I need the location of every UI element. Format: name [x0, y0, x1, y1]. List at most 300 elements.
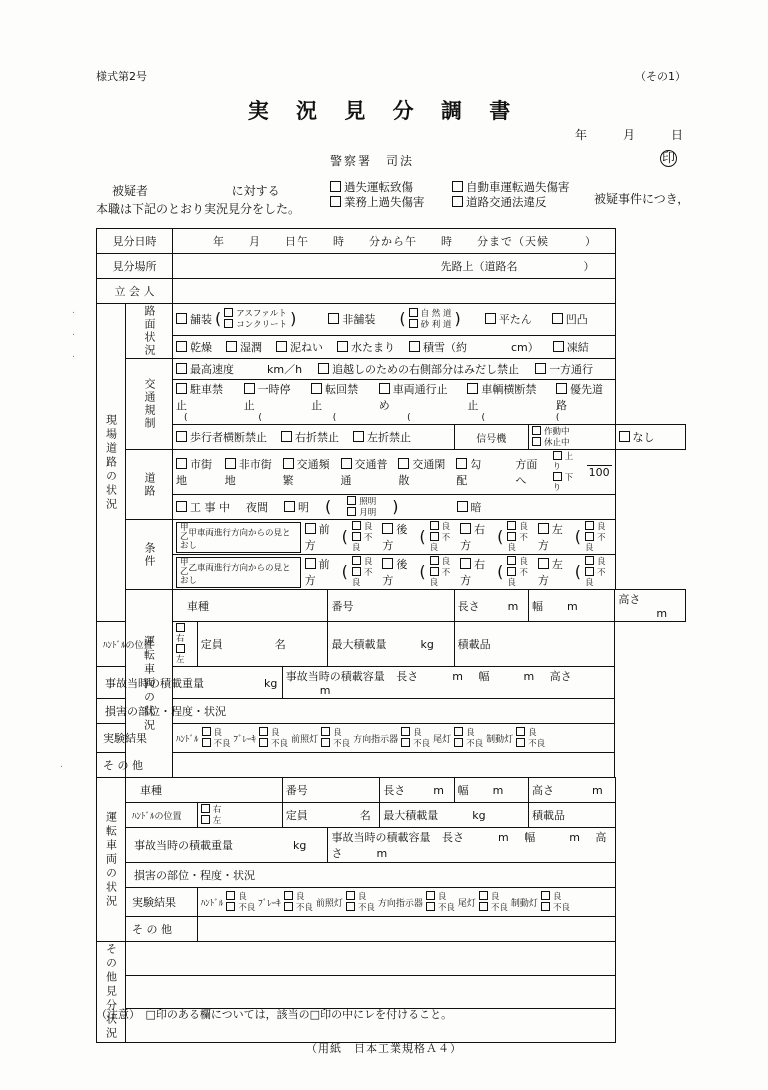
opt-concrete[interactable]: コンクリート [224, 320, 287, 330]
opt-no-vehicles[interactable]: 車両通行止め [378, 383, 448, 412]
against-label: に対する [231, 184, 280, 198]
checkbox-icon[interactable] [585, 532, 594, 541]
checkbox-icon[interactable] [532, 426, 541, 435]
charge-option-3[interactable] [330, 195, 425, 210]
vehicle1-other-value[interactable] [173, 753, 615, 778]
checkbox-icon[interactable] [619, 431, 630, 442]
vehicle1-cargo[interactable]: 積載品 [454, 622, 615, 667]
checkbox-icon[interactable] [398, 458, 409, 469]
opt-poor[interactable]: 不良 [507, 533, 528, 553]
checkbox-icon[interactable] [409, 319, 418, 328]
vehicle2-test-items[interactable]: ﾊﾝﾄﾞﾙ 良 不良 ﾌﾞﾚｰｷ 良 不良 前照灯 良 不良 方向指示器 良 不良 尾灯 良 不良 制動灯 良 不良 [197, 888, 615, 917]
dir-left-b[interactable]: 左方 [537, 558, 563, 587]
opt-poor[interactable]: 不良 [454, 739, 483, 749]
vehicle2-handle-opts[interactable] [197, 803, 282, 828]
checkbox-icon[interactable] [201, 815, 210, 824]
vehicle1-number[interactable]: 番号 [328, 590, 454, 622]
table-row [97, 254, 686, 279]
opt-handle-left[interactable]: 左 [176, 645, 188, 665]
vehicle2-other-label: そ の 他 [126, 917, 198, 942]
checkbox-icon[interactable] [585, 521, 594, 530]
vehicle1-length[interactable]: 長さ m [454, 590, 528, 622]
table-row [97, 450, 686, 495]
opt-good[interactable]: 良 [202, 728, 223, 738]
opt-good[interactable]: 良 [430, 522, 451, 532]
checkbox-icon[interactable] [409, 341, 420, 352]
opt-good[interactable]: 良 [352, 557, 373, 567]
checkbox-icon[interactable] [321, 727, 330, 736]
visibility-from-vehicle-a: 甲 乙甲車両進行方向からの見とおし [176, 522, 301, 553]
checkbox-icon[interactable] [305, 558, 316, 569]
checkbox-icon[interactable] [276, 341, 287, 352]
table-row [97, 229, 686, 254]
opt-priority-road[interactable]: 優先道路 [555, 383, 603, 412]
checkbox-icon[interactable] [457, 501, 468, 512]
checkbox-icon[interactable] [176, 313, 187, 324]
opt-handle-right[interactable]: 右 [176, 624, 188, 644]
table-row [97, 359, 686, 380]
main-form-table [96, 228, 686, 1043]
charge-col-2 [452, 180, 570, 210]
checkbox-icon[interactable] [430, 521, 439, 530]
opt-poor[interactable]: 不良 [516, 739, 545, 749]
traffic-row2[interactable]: 駐車禁止 一時停止 転回禁止 車両通行止め 車輌横断禁止 優先道路 ( ( ( ( ( ( [173, 380, 616, 425]
opt-poor[interactable]: 不良 [429, 568, 451, 588]
checkbox-icon[interactable] [176, 431, 187, 442]
police-station-line: 警察署 司法 [330, 154, 415, 168]
label-night: 夜間 [246, 501, 268, 514]
conditions-row-2[interactable]: 甲 乙乙車両進行方向からの見とおし 前方 ( 良 不良 後方 ( 良 不良 右方 ( 良 不良 左方 ( 良 不良 [173, 555, 616, 590]
checkbox-icon[interactable] [430, 532, 439, 541]
grade-denominator: 100 [588, 466, 610, 479]
vehicle2-damage[interactable]: 損害の部位・程度・状況 [126, 863, 616, 888]
opt-wet[interactable]: 湿潤 [226, 339, 262, 355]
vehicle2-length[interactable]: 長さ m [380, 778, 454, 803]
checkbox-icon[interactable] [352, 556, 361, 565]
traffic-row1[interactable] [173, 359, 616, 380]
vehicle2-other-value[interactable] [197, 917, 615, 942]
checkbox-icon[interactable] [430, 556, 439, 565]
opt-poor[interactable]: 不良 [321, 739, 350, 749]
opt-poor[interactable]: 不良 [226, 903, 255, 913]
table-row [97, 753, 686, 778]
opt-good[interactable]: 良 [430, 557, 451, 567]
opt-good[interactable]: 良 [454, 728, 475, 738]
opt-handle-right[interactable]: 右 [201, 805, 222, 815]
checkbox-icon[interactable] [556, 383, 567, 394]
opt-muddy[interactable]: 泥ねい [276, 339, 323, 355]
opt-poor[interactable]: 不良 [202, 739, 231, 749]
opt-puddle[interactable]: 水たまり [337, 339, 395, 355]
opt-good[interactable]: 良 [321, 728, 342, 738]
checkbox-icon[interactable] [426, 891, 435, 900]
table-row [97, 828, 686, 863]
vehicle1-load-weight[interactable]: 事故当時の積載重量 kg [97, 667, 283, 699]
charge-option-1[interactable] [330, 180, 425, 195]
opt-poor[interactable]: 不良 [351, 568, 373, 588]
vehicle1-capacity[interactable]: 定員 名 [197, 622, 328, 667]
checkbox-icon[interactable] [321, 738, 330, 747]
opt-good[interactable]: 良 [259, 728, 280, 738]
charge-col-1 [330, 180, 425, 210]
opt-poor[interactable]: 不良 [346, 903, 375, 913]
dir-right-b[interactable]: 右方 [460, 558, 486, 587]
charge-label: 自動車運転過失傷害 [466, 180, 570, 194]
checkbox-icon[interactable] [244, 383, 255, 394]
witness-value[interactable] [173, 279, 616, 304]
checkbox-icon[interactable] [176, 341, 187, 352]
conditions-row-1[interactable]: 甲 乙甲車両進行方向からの見とおし 前方 ( 良 不良 後方 ( 良 不良 右方 ( 良 不良 左方 ( 良 不良 [173, 520, 616, 555]
opt-poor[interactable]: 不良 [541, 903, 570, 913]
vehicle1-handle-opts[interactable] [173, 622, 198, 667]
opt-no-crossing[interactable]: 車輌横断禁止 [467, 383, 537, 412]
scan-speckle-lower: . [60, 760, 63, 770]
checkbox-icon[interactable] [201, 804, 210, 813]
table-row [97, 888, 686, 917]
checkbox-icon[interactable] [284, 902, 293, 911]
checkbox-icon[interactable] [553, 341, 564, 352]
opt-handle-left[interactable]: 左 [201, 816, 222, 826]
checkbox-icon[interactable] [346, 902, 355, 911]
other-line-2[interactable] [126, 975, 616, 1009]
checkbox-icon[interactable] [460, 523, 471, 534]
checkbox-icon[interactable] [426, 902, 435, 911]
checkbox-icon[interactable] [456, 458, 467, 469]
opt-no-overtake[interactable]: 追越しのための右側部分はみだし禁止 [318, 361, 519, 377]
charge-label: 過失運転致傷 [344, 180, 413, 194]
checkbox-icon[interactable] [535, 363, 546, 374]
checkbox-icon[interactable] [382, 558, 393, 569]
vehicle2-cargo[interactable]: 積載品 [528, 803, 615, 828]
table-row [97, 555, 686, 590]
checkbox-icon[interactable] [454, 738, 463, 747]
traffic-row3[interactable] [173, 425, 455, 450]
surface-row2[interactable] [173, 335, 616, 358]
checkbox-icon[interactable] [259, 738, 268, 747]
checkbox-icon[interactable] [532, 437, 541, 446]
signal-none[interactable]: なし [615, 425, 685, 450]
opt-poor[interactable]: 不良 [284, 903, 313, 913]
checkbox-icon[interactable] [452, 181, 463, 192]
checkbox-icon[interactable] [226, 891, 235, 900]
vehicle1-test-items[interactable]: ﾊﾝﾄﾞﾙ 良 不良 ﾌﾞﾚｰｷ 良 不良 前照灯 良 不良 方向指示器 良 不良 尾灯 良 不良 制動灯 良 不良 [173, 724, 615, 753]
checkbox-icon[interactable] [553, 472, 562, 481]
vehicle2-height[interactable]: 高さ m [528, 778, 615, 803]
opt-dark[interactable]: 暗 [457, 499, 482, 515]
surface-row1[interactable]: 舗装 ( アスファルト コンクリート ) 非舗装 ( 自 然 道 砂 利 道 ) 平たん 凹凸 [173, 304, 616, 336]
table-row [97, 975, 686, 1009]
opt-good[interactable]: 良 [352, 522, 373, 532]
opt-one-way[interactable]: 一方通行 [535, 361, 593, 377]
opt-poor[interactable]: 不良 [585, 568, 606, 588]
checkbox-icon[interactable] [176, 623, 185, 632]
opt-good[interactable]: 良 [284, 892, 305, 902]
opt-frozen[interactable]: 凍結 [553, 339, 589, 355]
checkbox-icon[interactable] [176, 383, 187, 394]
checkbox-icon[interactable] [541, 891, 550, 900]
opt-good[interactable]: 良 [507, 557, 528, 567]
table-row [97, 335, 686, 358]
table-row [97, 520, 686, 555]
opt-no-right-turn[interactable]: 右折禁止 [281, 429, 339, 445]
checkbox-icon[interactable] [352, 567, 361, 576]
checkbox-icon[interactable] [347, 496, 356, 505]
checkbox-icon[interactable] [346, 891, 355, 900]
opt-gradient[interactable]: 勾 配 [456, 458, 482, 487]
checkbox-icon[interactable] [507, 567, 516, 576]
checkbox-icon[interactable] [507, 556, 516, 565]
checkbox-icon[interactable] [305, 523, 316, 534]
table-row [97, 425, 686, 450]
opt-good[interactable]: 良 [346, 892, 367, 902]
vehicle1-other-label: そ の 他 [97, 753, 173, 778]
opt-no-left-turn[interactable]: 左折禁止 [353, 429, 411, 445]
opt-uphill[interactable]: 上り [552, 452, 574, 472]
road-row2[interactable]: 工 事 中 夜間 明 ( 照明 月明 ) 暗 [173, 495, 616, 520]
opt-light-traffic[interactable]: 交通閑散 [398, 458, 446, 487]
checkbox-icon[interactable] [485, 313, 496, 324]
checkbox-icon[interactable] [454, 727, 463, 736]
vehicle1-load-volume[interactable]: 事故当時の積載容量 長さ m 幅 m 高さm [282, 667, 615, 699]
dir-front-a[interactable]: 前方 [304, 523, 330, 552]
other-line-1[interactable] [126, 942, 616, 976]
checkbox-icon[interactable] [538, 558, 549, 569]
road-label-text: 道路 [143, 471, 156, 498]
checkbox-icon[interactable] [330, 181, 341, 192]
checkbox-icon[interactable] [452, 196, 463, 207]
opt-good[interactable]: 良 [426, 892, 447, 902]
traffic-label-text: 交通規制 [143, 378, 156, 430]
date-line: 年 月 日 [575, 128, 696, 142]
charge-label: 道路交通法違反 [466, 195, 547, 209]
checkbox-icon[interactable] [516, 738, 525, 747]
opt-snow[interactable]: 積雪（約 cm） [409, 339, 539, 355]
other-vertical-text: その他見分状況 [104, 943, 118, 1041]
visibility-from-vehicle-b: 甲 乙乙車両進行方向からの見とおし [176, 557, 301, 588]
vehicle1-handle-label: ﾊﾝﾄﾞﾙの位置 [97, 622, 173, 667]
seal-stamp: 印 [661, 151, 675, 166]
checkbox-icon[interactable] [176, 458, 187, 469]
datetime-value[interactable]: 年 月 日午 時 分から午 時 分まで（天候 ） [173, 229, 616, 254]
opt-asphalt[interactable]: アスファルト [224, 309, 287, 319]
checkbox-icon[interactable] [330, 196, 341, 207]
opt-moonlight[interactable]: 月明 [347, 508, 376, 518]
place-label: 見分場所 [97, 254, 173, 279]
table-row [97, 495, 686, 520]
charge-label: 業務上過失傷害 [344, 195, 425, 209]
checkbox-icon[interactable] [341, 458, 352, 469]
checkbox-icon[interactable] [284, 501, 295, 512]
checkbox-icon[interactable] [382, 523, 393, 534]
paper-spec: （用紙 日本工業規格Ａ４） [306, 1042, 462, 1055]
checkbox-icon[interactable] [507, 532, 516, 541]
opt-poor[interactable]: 不良 [507, 568, 528, 588]
checkbox-icon[interactable] [283, 458, 294, 469]
opt-poor[interactable]: 不良 [401, 739, 430, 749]
opt-downhill[interactable]: 下り [552, 473, 574, 493]
opt-poor[interactable]: 不良 [351, 533, 373, 553]
checkbox-icon[interactable] [379, 383, 390, 394]
opt-normal-traffic[interactable]: 交通普通 [340, 458, 388, 487]
opt-paved[interactable]: 舗装 [176, 311, 212, 327]
opt-natural-road[interactable]: 自 然 道 [409, 309, 452, 319]
opt-heavy-traffic[interactable]: 交通頻繁 [282, 458, 330, 487]
checkbox-icon[interactable] [224, 319, 233, 328]
opt-urban[interactable]: 市街地 [176, 458, 212, 487]
scan-speckle-left: . . . [72, 306, 75, 360]
checkbox-icon[interactable] [176, 363, 187, 374]
datetime-label: 見分日時 [97, 229, 173, 254]
opt-poor[interactable]: 不良 [479, 903, 508, 913]
signal-label: 信号機 [454, 425, 528, 450]
opt-good[interactable]: 良 [541, 892, 562, 902]
checkbox-icon[interactable] [352, 521, 361, 530]
place-value[interactable]: 先路上（道路名 ） [173, 254, 616, 279]
vehicle2-width[interactable]: 幅 m [454, 778, 528, 803]
dir-left-a[interactable]: 左方 [537, 523, 563, 552]
checkbox-icon[interactable] [553, 451, 562, 460]
opt-stop[interactable]: 一時停止 [243, 383, 291, 412]
vehicle2-load-volume[interactable]: 事故当時の積載容量 長さ m 幅 m 高さ m [328, 828, 615, 863]
opt-good[interactable]: 良 [479, 892, 500, 902]
opt-poor[interactable]: 不良 [426, 903, 455, 913]
vehicle1-damage[interactable]: 損害の部位・程度・状況 [97, 699, 615, 724]
checkbox-icon[interactable] [337, 341, 348, 352]
opt-illumination[interactable]: 照明 [347, 497, 376, 507]
vehicle2-number[interactable]: 番号 [282, 778, 380, 803]
opt-good[interactable]: 良 [516, 728, 537, 738]
checkbox-icon[interactable] [585, 556, 594, 565]
vehicle-vertical-text: 運転車両の状況 [142, 634, 156, 733]
road-label [126, 450, 173, 520]
charge-option-4[interactable] [452, 195, 570, 210]
checkbox-icon[interactable] [202, 738, 211, 747]
vehicle1-height[interactable]: 高さm [615, 590, 686, 622]
opt-good[interactable]: 良 [585, 522, 606, 532]
checkbox-icon[interactable] [281, 431, 292, 442]
vehicle2-maxload[interactable]: 最大積載量 kg [380, 803, 529, 828]
table-row [97, 667, 686, 699]
table-row [97, 724, 686, 753]
vehicle2-type[interactable]: 車種 [126, 778, 283, 803]
checkbox-icon[interactable] [347, 507, 356, 516]
vehicle1-maxload[interactable]: 最大積載量 kg [328, 622, 454, 667]
checkbox-icon[interactable] [226, 341, 237, 352]
checkbox-icon[interactable] [479, 902, 488, 911]
checkbox-icon[interactable] [507, 521, 516, 530]
checkbox-icon[interactable] [259, 727, 268, 736]
header-row [96, 68, 686, 84]
opt-uneven[interactable]: 凹凸 [552, 311, 588, 327]
opt-poor[interactable]: 不良 [429, 533, 451, 553]
vehicle1-type[interactable]: 車種 [173, 590, 328, 622]
suspect-line [112, 182, 280, 199]
checkbox-icon[interactable] [516, 727, 525, 736]
checkbox-icon[interactable] [460, 558, 471, 569]
checkbox-icon[interactable] [430, 567, 439, 576]
opt-no-ped-crossing[interactable]: 歩行者横断禁止 [176, 429, 267, 445]
checkbox-icon[interactable] [353, 431, 364, 442]
dir-right-a[interactable]: 右方 [460, 523, 486, 552]
checkbox-icon[interactable] [176, 644, 185, 653]
opt-signal-active[interactable]: 作動中 [532, 427, 570, 437]
checkbox-icon[interactable] [538, 523, 549, 534]
opt-flat[interactable]: 平たん [485, 311, 532, 327]
opt-good[interactable]: 良 [226, 892, 247, 902]
charge-option-2[interactable] [452, 180, 570, 195]
vehicle2-test-label: 実験結果 [126, 888, 198, 917]
checkbox-icon[interactable] [467, 383, 478, 394]
vehicle2-load-weight[interactable]: 事故当時の積載重量 kg [126, 828, 328, 863]
vehicle1-width[interactable]: 幅 m [528, 590, 614, 622]
intro-line2: 本職は下記のとおり実況見分をした。 [96, 202, 301, 216]
charge-tail: 被疑事件につき， [594, 192, 690, 206]
opt-no-parking[interactable]: 駐車禁止 [176, 383, 223, 412]
checkbox-icon[interactable] [352, 532, 361, 541]
checkbox-icon[interactable] [328, 313, 339, 324]
checkbox-icon[interactable] [284, 891, 293, 900]
checkbox-icon[interactable] [311, 383, 322, 394]
site-vertical-label [97, 304, 126, 622]
dir-front-b[interactable]: 前方 [304, 558, 330, 587]
opt-good[interactable]: 良 [401, 728, 422, 738]
opt-poor[interactable]: 不良 [585, 533, 606, 553]
opt-nonurban[interactable]: 非市街地 [224, 458, 272, 487]
checkbox-icon[interactable] [585, 567, 594, 576]
checkbox-icon[interactable] [176, 501, 187, 512]
vehicle2-vertical-label [97, 778, 126, 942]
table-row [97, 803, 686, 828]
opt-no-uturn[interactable]: 転回禁止 [311, 383, 359, 412]
opt-speed-limit[interactable]: 最高速度 km／h [176, 361, 302, 377]
opt-good[interactable]: 良 [507, 522, 528, 532]
dir-rear-a[interactable]: 後方 [382, 523, 408, 552]
conditions-label [126, 520, 173, 590]
checkbox-icon[interactable] [552, 313, 563, 324]
checkbox-icon[interactable] [224, 308, 233, 317]
conditions-label-text: 条件 [143, 541, 156, 568]
checkbox-icon[interactable] [409, 308, 418, 317]
checkbox-icon[interactable] [541, 902, 550, 911]
vehicle1-test-label: 実験結果 [97, 724, 173, 753]
checkbox-icon[interactable] [226, 902, 235, 911]
checkbox-icon[interactable] [225, 458, 236, 469]
traffic-label [126, 359, 173, 450]
suspect-label: 被疑者 [112, 184, 149, 198]
opt-good[interactable]: 良 [585, 557, 606, 567]
checkbox-icon[interactable] [202, 727, 211, 736]
opt-unpaved[interactable]: 非舗装 [328, 311, 375, 327]
checkbox-icon[interactable] [401, 738, 410, 747]
checkbox-icon[interactable] [479, 891, 488, 900]
opt-gravel-road[interactable]: 砂 利 道 [409, 320, 452, 330]
opt-signal-suspended[interactable]: 休止中 [532, 438, 570, 448]
opt-dry[interactable]: 乾燥 [176, 339, 212, 355]
vehicle2-capacity[interactable]: 定員 名 [282, 803, 380, 828]
sheet-number: （その1） [635, 70, 686, 83]
dir-rear-b[interactable]: 後方 [382, 558, 408, 587]
checkbox-icon[interactable] [318, 363, 329, 374]
opt-light[interactable]: 明 [284, 499, 309, 515]
opt-poor[interactable]: 不良 [259, 739, 288, 749]
table-row [97, 917, 686, 942]
opt-construction[interactable]: 工 事 中 [176, 499, 230, 515]
checkbox-icon[interactable] [401, 727, 410, 736]
signal-options[interactable] [528, 425, 615, 450]
site-vertical-text: 現場道路の状況 [104, 413, 118, 512]
road-row1[interactable] [173, 450, 616, 495]
table-row [97, 778, 686, 803]
